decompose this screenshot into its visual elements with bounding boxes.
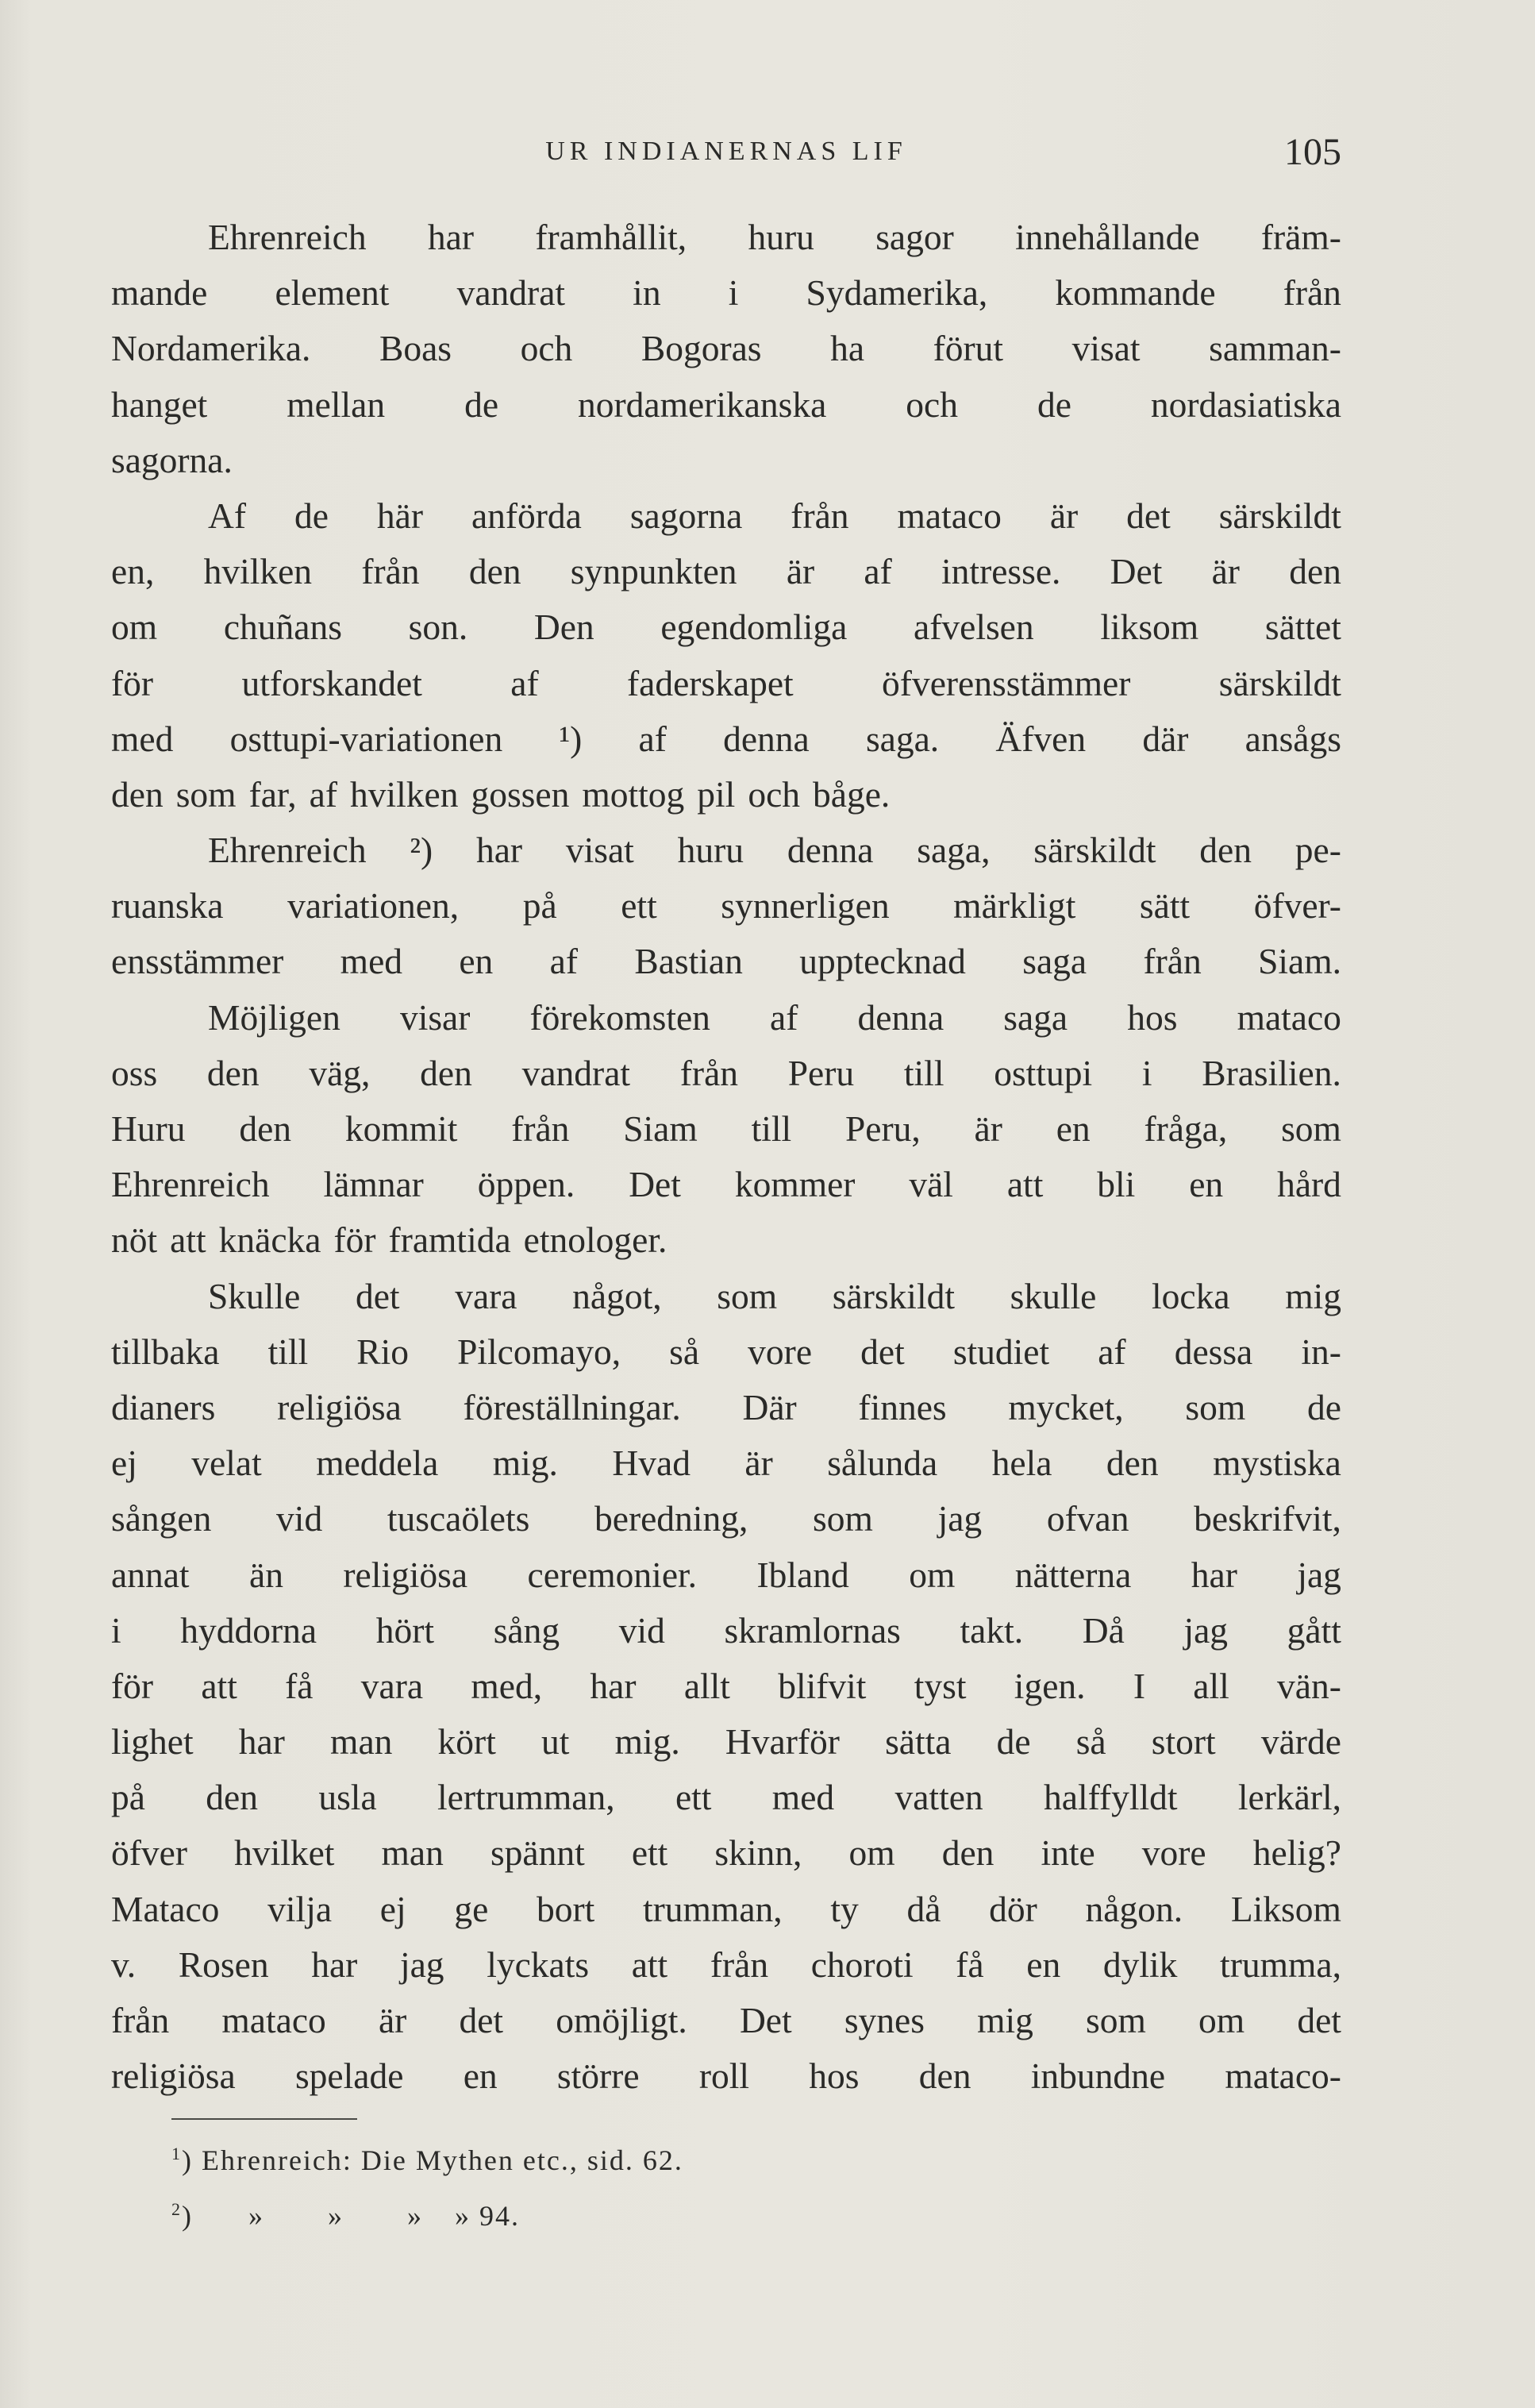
footnote-1-text: Ehrenreich: Die Mythen etc., sid. 62. (202, 2144, 683, 2176)
footnote-1: $^1$) Ehrenreich: Die Mythen etc., sid. 62. (171, 2144, 683, 2176)
text-line: om chuñans son. Den egendomliga afvelsen liksom sättet (111, 607, 1341, 648)
text-line: sången vid tuscaölets beredning, som jag ofvan beskrifvit, (111, 1498, 1341, 1539)
text-line: Skulle det vara något, som särskildt skulle locka mig (208, 1275, 1341, 1316)
ditto-mark: » (328, 2200, 344, 2232)
body-text (111, 210, 1341, 2104)
text-line: annat än religiösa ceremonier. Ibland om nätterna har jag (111, 1554, 1341, 1595)
page-number: 105 (1284, 131, 1341, 173)
text-line: Af de här anförda sagorna från mataco är det särskildt (208, 495, 1341, 536)
footnote-2-page: » 94. (455, 2200, 520, 2232)
text-line: lighet har man kört ut mig. Hvarför sätta de så stort värde (111, 1721, 1341, 1763)
text-line: religiösa spelade en större roll hos den inbundne mataco- (111, 2055, 1341, 2097)
text-line: Möjligen visar förekomsten af denna saga hos mataco (208, 996, 1341, 1038)
text-line: Huru den kommit från Siam till Peru, är en fråga, som (111, 1108, 1341, 1149)
text-line: öfver hvilket man spännt ett skinn, om den inte vore helig? (111, 1832, 1341, 1874)
text-line: den som far, af hvilken gossen mottog pil och båge. (111, 773, 891, 815)
text-line: Nordamerika. Boas och Bogoras ha förut visat samman- (111, 328, 1341, 369)
footnotes (171, 2129, 683, 2240)
text-line: för att få vara med, har allt blifvit tyst igen. I all vän- (111, 1665, 1341, 1706)
text-line: i hyddorna hört sång vid skramlornas takt. Då jag gått (111, 1609, 1341, 1651)
ditto-mark: » (248, 2200, 264, 2232)
text-line: med osttupi-variationen ¹) af denna saga. Äfven där ansågs (111, 718, 1341, 759)
text-line: från mataco är det omöjligt. Det synes mig som om det (111, 2000, 1341, 2040)
page-header (111, 130, 1341, 186)
footnote-2: $^2$) » » » » 94. (171, 2185, 683, 2240)
text-line: för utforskandet af faderskapet öfverensstämmer särskildt (111, 662, 1341, 703)
text-line: en, hvilken från den synpunkten är af intresse. Det är den (111, 551, 1341, 592)
text-line: v. Rosen har jag lyckats att från choroti få en dylik trumma, (111, 1944, 1341, 1985)
text-line: hanget mellan de nordamerikanska och de nordasiatiska (111, 383, 1341, 425)
text-line: mande element vandrat in i Sydamerika, kommande från (111, 272, 1341, 314)
text-line: nöt att knäcka för framtida etnologer. (111, 1219, 667, 1261)
text-line: ensstämmer med en af Bastian upptecknad saga från Siam. (111, 941, 1341, 982)
running-head: UR INDIANERNAS LIF (545, 137, 907, 166)
text-line: ej velat meddela mig. Hvad är sålunda hela den mystiska (111, 1443, 1341, 1484)
text-line: Ehrenreich ²) har visat huru denna saga, särskildt den pe- (208, 830, 1341, 871)
text-line: dianers religiösa föreställningar. Där finnes mycket, som de (111, 1386, 1341, 1427)
text-line: ruanska variationen, på ett synnerligen märkligt sätt öfver- (111, 885, 1341, 927)
ditto-mark: » (407, 2200, 423, 2232)
text-line: Ehrenreich lämnar öppen. Det kommer väl att bli en hård (111, 1164, 1341, 1205)
text-line: på den usla lertrumman, ett med vatten halffylldt lerkärl, (111, 1777, 1341, 1818)
text-line: oss den väg, den vandrat från Peru till osttupi i Brasilien. (111, 1052, 1341, 1093)
footnote-rule (171, 2118, 357, 2120)
footnote-2-marker: 2 (171, 2199, 182, 2219)
text-line: Ehrenreich har framhållit, huru sagor innehållande främ- (208, 217, 1341, 257)
text-line: sagorna. (111, 439, 233, 480)
text-line: Mataco vilja ej ge bort trumman, ty då dör någon. Liksom (111, 1888, 1341, 1929)
footnote-1-marker: 1 (171, 2144, 182, 2163)
text-line: tillbaka till Rio Pilcomayo, så vore det studiet af dessa in- (111, 1331, 1341, 1372)
